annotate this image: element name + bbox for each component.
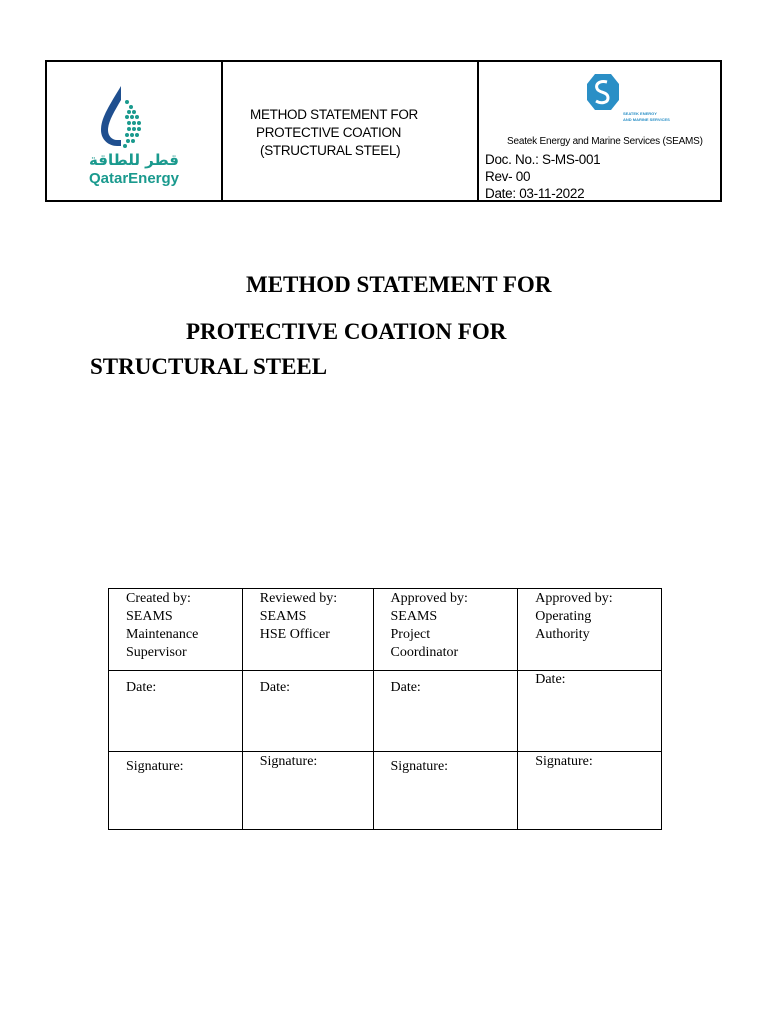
company-name: Seatek Energy and Marine Services (SEAMS): [507, 136, 703, 147]
signature-cell-2: [242, 752, 373, 830]
date-label: Date:: [126, 680, 157, 695]
signature-label: Signature:: [126, 759, 184, 774]
seams-logo-text-1: SEATEK ENERGY: [623, 111, 657, 116]
date-cell-2: [242, 671, 373, 752]
approved-by-project-cell: [373, 589, 518, 671]
header-title-line-1: METHOD STATEMENT FOR: [250, 107, 418, 122]
approved-by-operating-cell: [518, 589, 662, 671]
doc-date: Date: 03-11-2022: [485, 186, 585, 201]
qatarenergy-logo-text: QatarEnergy: [88, 170, 180, 187]
revision: Rev- 00: [485, 169, 531, 184]
seams-logo-text-2: AND MARINE SERVICES: [623, 117, 670, 122]
approval-date-row: [109, 671, 662, 752]
main-title-line-1: METHOD STATEMENT FOR: [246, 272, 552, 297]
signature-cell-4: [518, 752, 662, 830]
approval-table: [108, 588, 662, 830]
qatarenergy-logo-arabic: قطر للطاقة: [89, 151, 179, 169]
date-label: Date:: [259, 680, 291, 695]
main-title-line-2: PROTECTIVE COATION FOR: [186, 319, 507, 344]
date-cell-1: [109, 671, 243, 752]
approved-by-operating-text: Approved by: Operating Authority: [535, 591, 613, 642]
signature-cell-1: [109, 752, 243, 830]
doc-number: Doc. No.: S-MS-001: [485, 152, 601, 167]
created-by-cell: [109, 589, 243, 671]
reviewed-by-cell: [242, 589, 373, 671]
client-logo-cell: [47, 62, 223, 200]
header-title-cell: [223, 62, 479, 200]
approval-signature-row: [109, 752, 662, 830]
qatarenergy-logo: [81, 80, 191, 188]
reviewed-by-text: Reviewed by: SEAMS HSE Officer: [259, 591, 338, 642]
signature-label: Signature:: [259, 754, 318, 769]
date-cell-4: [518, 671, 662, 752]
header-title-line-3: (STRUCTURAL STEEL): [260, 143, 401, 158]
header-title-line-2: PROTECTIVE COATION: [256, 125, 402, 140]
date-label: Date:: [535, 672, 566, 687]
signature-label: Signature:: [535, 754, 593, 769]
approved-by-project-text: Approved by: SEAMS Project Coordinator: [390, 591, 468, 660]
created-by-text: Created by: SEAMS Maintenance Supervisor: [126, 591, 199, 660]
seams-logo: [579, 70, 670, 128]
contractor-info-cell: [479, 62, 720, 200]
main-title-line-3: STRUCTURAL STEEL: [90, 354, 328, 379]
approval-role-row: [109, 589, 662, 671]
date-label: Date:: [390, 680, 421, 695]
document-header: [45, 60, 722, 202]
signature-label: Signature:: [390, 759, 449, 774]
date-cell-3: [373, 671, 518, 752]
signature-cell-3: [373, 752, 518, 830]
